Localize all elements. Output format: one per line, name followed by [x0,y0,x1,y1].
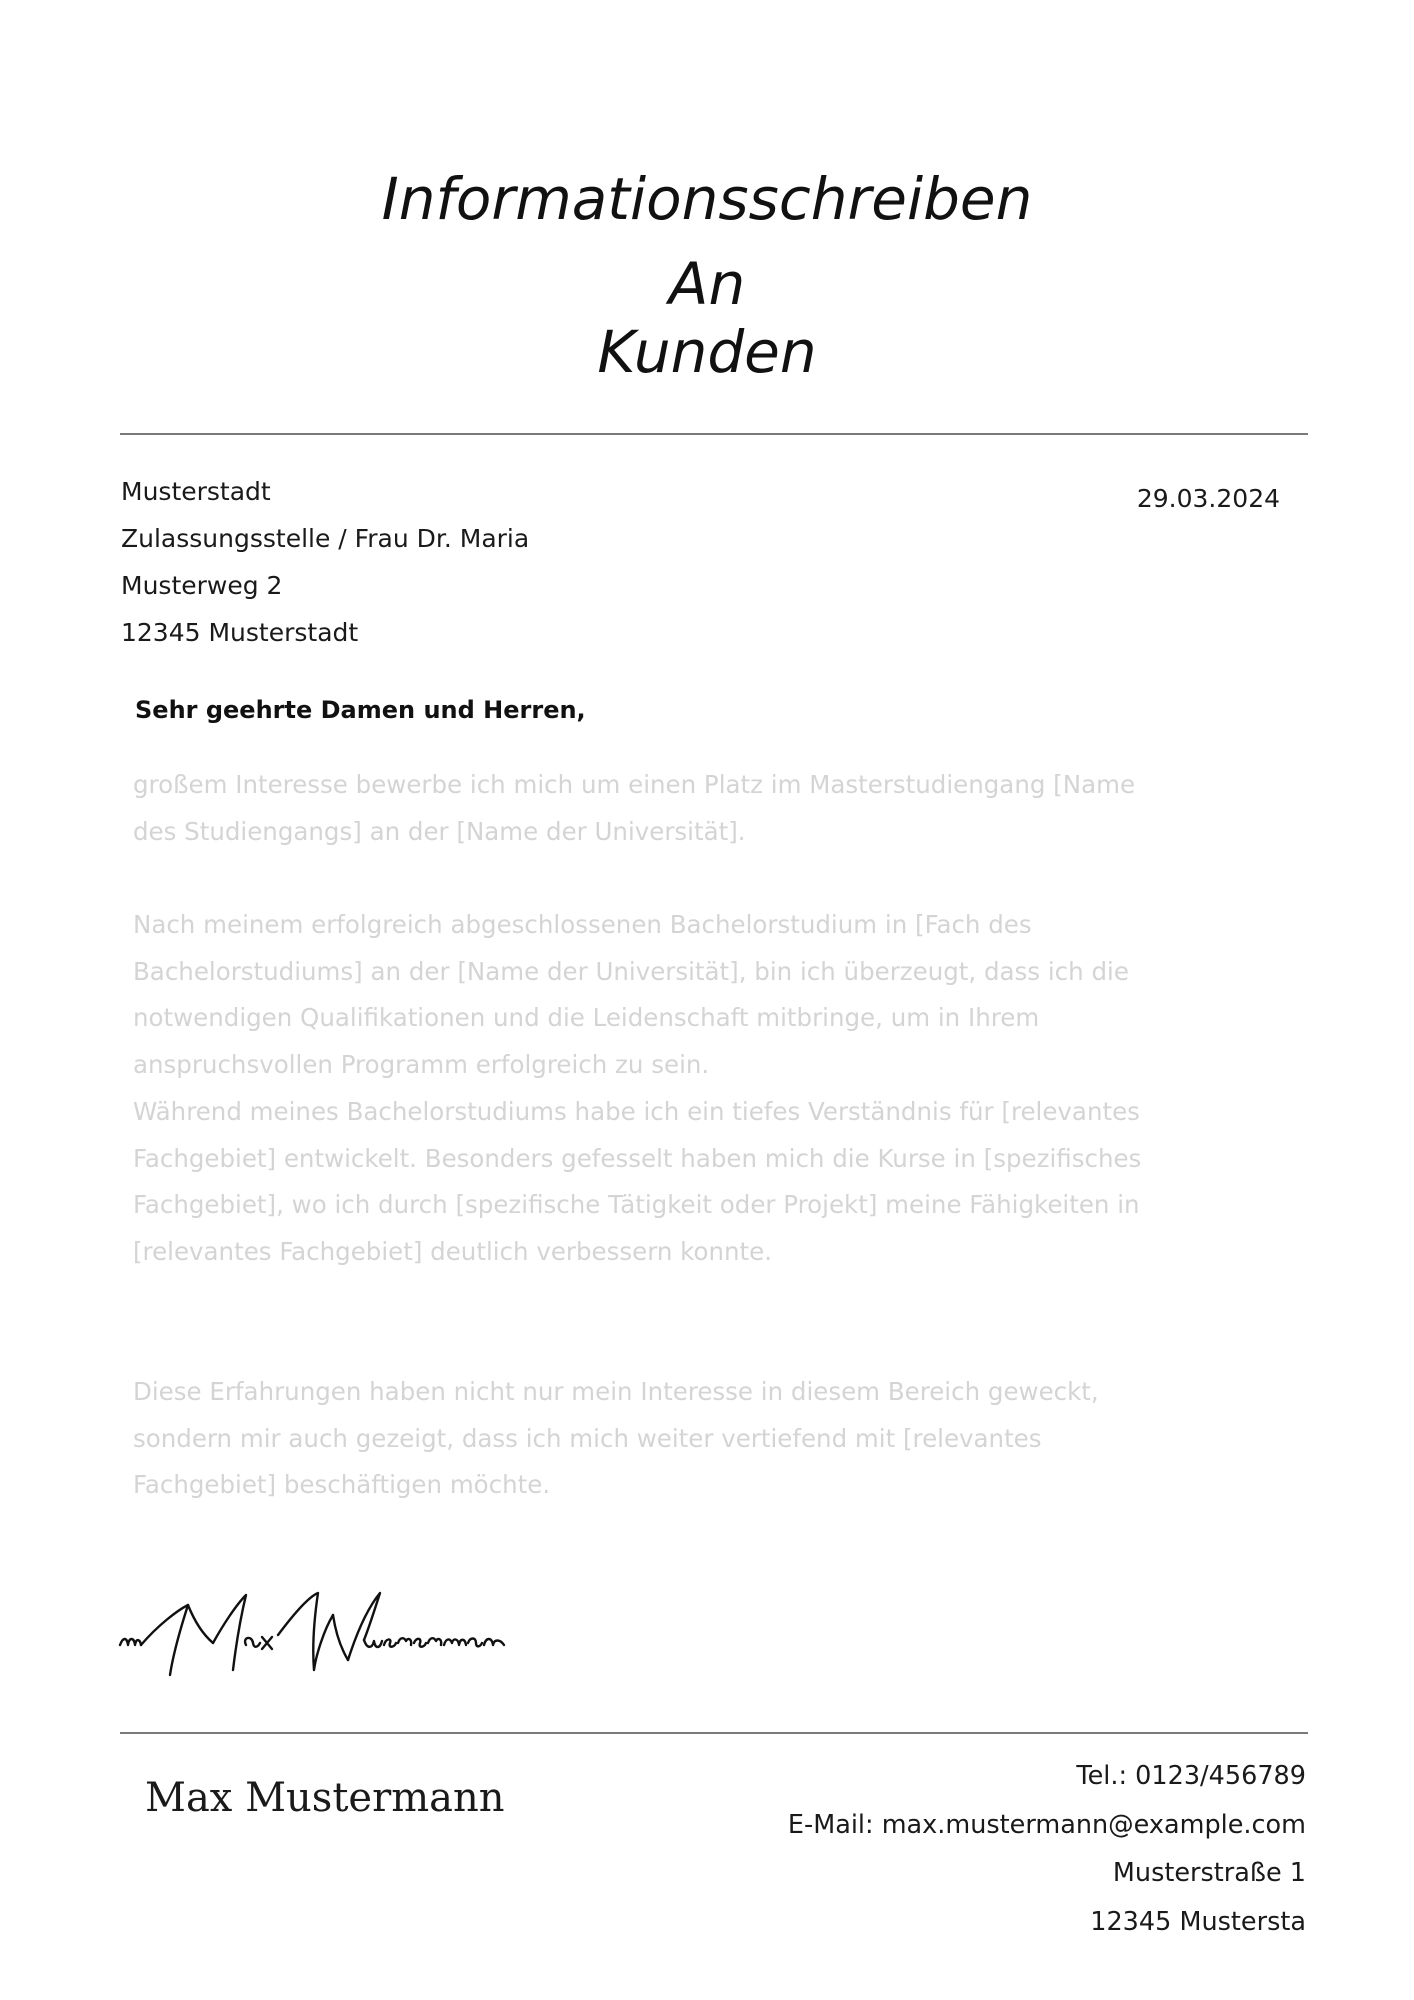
sender-contact [788,1752,1306,1946]
header-divider [120,433,1308,435]
document-title-line-3: Kunden [597,318,817,386]
document-title-line-2: An [668,250,746,318]
document-title-line-1: Informationsschreiben [381,165,1033,233]
body-paragraph-2 [133,902,1233,1276]
salutation: Sehr geehrte Damen und Herren, [135,696,586,724]
body-line: [relevantes Fachgebiet] deutlich verbessern konnte. [133,1236,772,1266]
handwritten-signature-icon [118,1575,508,1685]
sender-phone: Tel.: 0123/456789 [1076,1761,1306,1791]
body-line: großem Interesse bewerbe ich mich um einen Platz im Masterstudiengang [Name [133,770,1136,799]
body-line: Bachelorstudiums] an der [Name der Universität], bin ich überzeugt, dass ich die [133,956,1129,986]
body-paragraph-1 [133,762,1233,855]
recipient-office: Zulassungsstelle / Frau Dr. Maria [121,524,530,553]
body-line: anspruchsvollen Programm erfolgreich zu sein. [133,1050,710,1080]
footer-divider [120,1732,1308,1734]
body-line: des Studiengangs] an der [Name der Universität]. [133,816,746,846]
letter-date: 29.03.2024 [1136,484,1280,513]
sender-street: Musterstraße 1 [1112,1858,1306,1888]
body-line: Während meines Bachelorstudiums habe ich ein tiefes Verständnis für [relevantes [133,1096,1140,1126]
recipient-postal-city: 12345 Musterstadt [121,618,359,647]
body-line: Fachgebiet], wo ich durch [spezifische Tätigkeit oder Projekt] meine Fähigkeiten in [133,1190,1140,1220]
body-paragraph-3 [133,1369,1233,1509]
sender-email: E-Mail: max.mustermann@example.com [787,1809,1306,1840]
body-line: Fachgebiet] beschäftigen möchte. [133,1470,551,1500]
body-line: sondern mir auch gezeigt, dass ich mich weiter vertiefend mit [relevantes [133,1423,1042,1453]
body-line: Fachgebiet] entwickelt. Besonders gefesselt haben mich die Kurse in [spezifisches [133,1143,1142,1173]
sender-name: Max Mustermann [145,1775,505,1821]
recipient-address [121,468,529,656]
recipient-street: Musterweg 2 [121,571,283,600]
sender-postal-city: 12345 Mustersta [1090,1906,1306,1937]
body-line: Nach meinem erfolgreich abgeschlossenen Bachelorstudium in [Fach des [133,910,1032,939]
body-line: notwendigen Qualifikationen und die Leidenschaft mitbringe, um in Ihrem [133,1003,1040,1033]
body-line: Diese Erfahrungen haben nicht nur mein Interesse in diesem Bereich geweckt, [133,1377,1099,1406]
recipient-city: Musterstadt [121,477,271,506]
